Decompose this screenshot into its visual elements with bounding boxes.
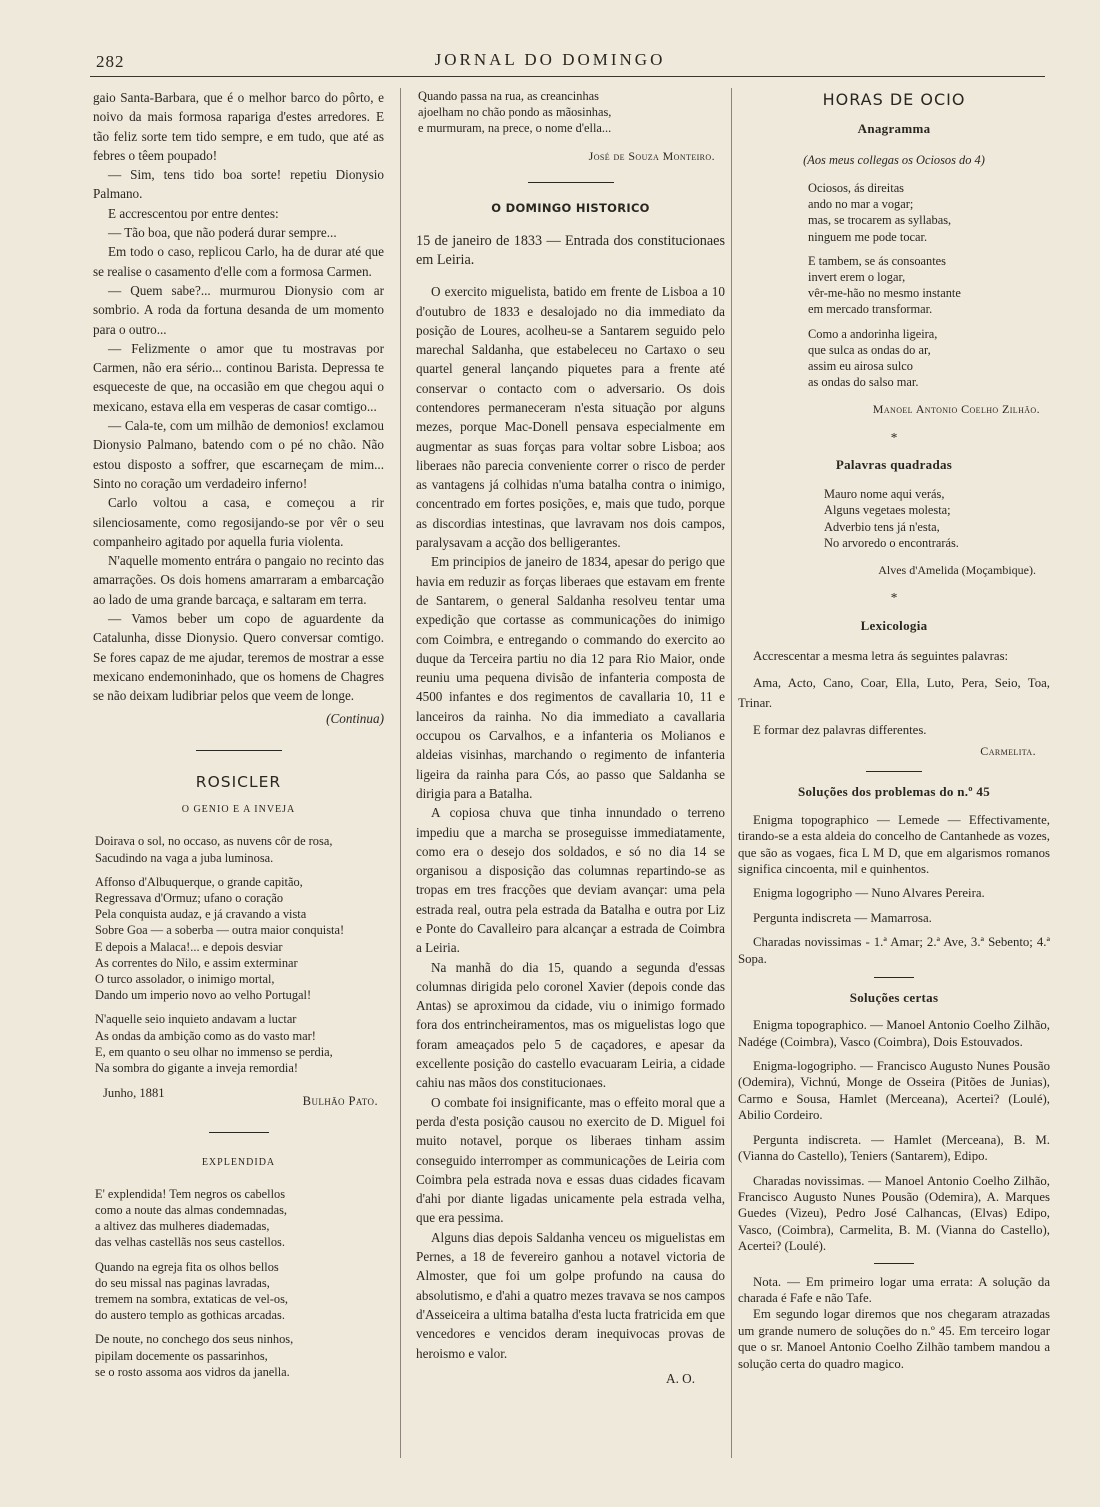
verse-line: a altivez das mulheres diademadas,	[95, 1219, 270, 1234]
verse-line: ninguem me pode tocar.	[808, 229, 928, 244]
column-divider	[731, 88, 732, 1458]
verse-line: Sobre Goa — a soberba — outra maior conquista!	[95, 923, 345, 938]
poem-author: Bulhão Pato.	[302, 1094, 378, 1109]
verse-line: como a noute das almas condemnadas,	[95, 1203, 287, 1218]
puzzle-author: Carmelita.	[980, 744, 1036, 759]
poem-continuation	[418, 88, 725, 137]
verse-line: tremem na sombra, extaticas de vel-os,	[95, 1292, 289, 1307]
poem-title: ROSICLER	[195, 772, 282, 791]
verse-line: pipilam docemente os passarinhos,	[95, 1348, 268, 1363]
story-paragraph: — Felizmente o amor que tu mostravas por Carmen, não era sério... continou Barista. Depressa te esqueceste de que, na occasião em que chegou aqui o mexicano, estava ella em vesperas de casar comtigo...	[93, 340, 384, 414]
separator-star: *	[890, 429, 898, 445]
verse-line: invert erem o logar,	[808, 269, 906, 284]
article-paragraph: Em principios de janeiro de 1834, apesar do perigo que havia em reduzir as forças liberaes que estavam em frente de Santarem, o general Saldanha resolveu tentar uma expedição que cortasse as communicações do inimigo com Coimbra, e entregando o commando do exercito ao duque da Terceira partiu no dia 12 para Rio Maior, onde reuniu uma pequena divisão de infanteria composta de 4500 infantes e dos regimentos de cavallaria 10, 11 e lanceiros da rainha. No dia immediato a cavallaria occupou os Carvalhos, e a infanteria os Molianos e aldeias visinhas, marchando o regimento de infanteria ligeira da rainha para Cós, ao passo que Saldanha se dirigia para a Batalha.	[416, 554, 725, 801]
puzzle-verse	[824, 486, 1050, 551]
verse-line: Regressava d'Ormuz; ufano o coração	[95, 891, 284, 905]
separator-star: *	[890, 590, 898, 606]
verse-line: mas, se trocarem as syllabas,	[808, 213, 952, 228]
verse-line: De noute, no conchego dos seus ninhos,	[95, 1332, 294, 1347]
column-3	[738, 88, 1050, 1380]
verse-line: Quando na egreja fita os olhos bellos	[95, 1259, 279, 1274]
masthead-title: JORNAL DO DOMINGO	[434, 50, 666, 69]
story-paragraph: — Sim, tens tido boa sorte! repetiu Dionysio Palmano.	[93, 167, 384, 202]
verse-line: No arvoredo o encontrarás.	[824, 535, 959, 550]
solutions-title: Soluções dos problemas do n.º 45	[797, 784, 991, 800]
puzzle-text: Accrescentar a mesma letra ás seguintes palavras:	[753, 648, 1009, 663]
verse-line: em mercado transformar.	[808, 302, 933, 317]
story-paragraph: Carlo voltou a casa, e começou a rir silenciosamente, como regosijando-se por vêr o seu companheiro agitado por aquella furia violenta.	[93, 495, 384, 549]
article-paragraph: A copiosa chuva que tinha innundado o terreno impediu que a marcha se proseguisse immediatamente, como era o desejo dos soldados, e só no dia 14 se organisou a disposição das columnas repartindo-se as tropas em tres fracções que deviam avançar: uma pela estrada real, outra pela estrada da Batalha e outra por Liz e Ponte do Cavalleiro para alcançar a estrada de Coimbra a Leiria.	[416, 805, 725, 956]
verse-line: Adverbio tens já n'esta,	[824, 519, 940, 534]
note-paragraph: Em segundo logar diremos que nos chegaram atrazadas um grande numero de soluções do n.º 45. Em terceiro logar que o sr. Manoel Antonio Coelho Zilhão tambem mandou a solução certa do quadro magico.	[738, 1307, 1050, 1371]
verse-line: e murmuram, na prece, o nome d'ella...	[418, 121, 612, 136]
solution-item: Enigma logogripho — Nuno Alvares Pereira.	[753, 886, 985, 901]
verse-line: do seu missal nas paginas lavradas,	[95, 1275, 270, 1290]
puzzle-author: Manoel Antonio Coelho Zilhão.	[872, 402, 1040, 417]
article-paragraph: Na manhã do dia 15, quando a segunda d'essas columnas dirigida pelo coronel Xavier (depois conde das Antas) se aproximou da cidade, viu o inimigo formado fora dos entrincheiramentos, mas os miguelistas logo que foram ameaçados pelo 5 de caçadores, e apesar da excellente posição do castello evacuaram Leiria, a cidade cahiu nas mãos dos constitucionaes.	[416, 959, 725, 1091]
page-number: 282	[96, 52, 125, 71]
column-divider	[400, 88, 401, 1458]
section-title: HORAS DE OCIO	[822, 90, 966, 109]
puzzle-title: Lexicologia	[860, 617, 928, 633]
verse-line: as ondas do salso mar.	[808, 375, 919, 390]
verse-line: As ondas da ambição como as do vasto mar!	[95, 1028, 316, 1043]
verse-line: ajoelham no chão pondo as mãosinhas,	[418, 105, 612, 120]
puzzle-author: Alves d'Amelida (Moçambique).	[878, 563, 1036, 578]
poem-author: José de Souza Monteiro.	[588, 148, 715, 163]
section-rule	[209, 1132, 269, 1133]
poem-subtitle: O GENIO E A INVEJA	[181, 804, 296, 816]
continua-note: (Continua)	[326, 710, 384, 726]
verse-line: As correntes do Nilo, e assim exterminar	[95, 955, 298, 970]
article-paragraph: O combate foi insignificante, mas o effeito moral que a perda d'esta posição causou no exercito de D. Miguel foi muito notavel, porque os liberaes tinham assim conseguido interromper as communicações de Leiria com Coimbra pela estrada nova e essas duas cidades ficavam d'ahi por diante ligadas unicamente pela estrada velha, que era pessima.	[416, 1094, 725, 1226]
verse-line: E tambem, se ás consoantes	[808, 253, 946, 268]
puzzle-text: Ama, Acto, Cano, Coar, Ella, Luto, Pera, Seio, Toa, Trinar.	[738, 676, 1050, 710]
verse-line: Dando um imperio novo ao velho Portugal!	[95, 988, 312, 1003]
verse-line: que sulca as ondas do ar,	[808, 342, 931, 357]
solution-item: Charadas novissimas. — Manoel Antonio Coelho Zilhão, Francisco Augusto Nunes Pousão (Odemira), A. Marques Guedes (Vizeu), Pedro José Calhancas, (Elvas) Edipo, Vasco, (Coimbra), Carmelita, B. M. (Vianna do Castello), Acertei? (Loulé).	[738, 1173, 1050, 1254]
verse-line: Ociosos, ás direitas	[808, 180, 905, 195]
verse-line: vêr-me-hão no mesmo instante	[808, 286, 961, 301]
story-paragraph: gaio Santa-Barbara, que é o melhor barco do pôrto, e noivo da mais formosa rapariga d'estes arredores. E tão feliz sorte tem tido sempre, e em tudo, que até as febres o têem poupado!	[93, 90, 384, 163]
verse-line: Pela conquista audaz, e já cravando a vista	[95, 907, 307, 922]
verse-line: Alguns vegetaes molesta;	[824, 503, 951, 518]
note-paragraph: Nota. — Em primeiro logar uma errata: A solução da charada é Fafe e não Tafe.	[738, 1274, 1050, 1305]
section-title: O DOMINGO HISTORICO	[491, 200, 650, 215]
solution-item: Enigma topographico. — Manoel Antonio Coelho Zilhão, Nadége (Coimbra), Vasco (Coimbra), Dois Estouvados.	[738, 1018, 1050, 1049]
article-signature: A. O.	[666, 1370, 695, 1386]
header-rule	[90, 76, 1045, 77]
article-paragraph: Alguns dias depois Saldanha venceu os miguelistas em Pernes, a 18 de fevereiro ganhou a notavel victoria de Almoster, que foi um golpe profundo na causa do absolutismo, e d'ahi a quatro mezes travava se nos campos d'Asseiceira a ultima batalha d'esta lucta fratricida em que vencedores e vencidos deram inequivocas provas de heroismo e valor.	[416, 1229, 725, 1361]
verse-line: Como a andorinha ligeira,	[808, 326, 938, 341]
story-paragraph: — Tão boa, que não poderá durar sempre...	[108, 225, 337, 241]
verse-line: Na sombra do gigante a inveja remordia!	[95, 1061, 298, 1076]
verse-line: Quando passa na rua, as creancinhas	[418, 89, 599, 103]
verse-line: E' explendida! Tem negros os cabellos	[95, 1186, 286, 1201]
section-rule	[874, 1263, 914, 1264]
article-paragraph: O exercito miguelista, batido em frente de Lisboa a 10 d'outubro de 1833 e desalojado no dia immediato da posição de Loures, acolheu-se a Santarem seguido pelo marechal Saldanha, que estabeleceu no Cartaxo o seu quartel general lançando piquetes para a frente até conservar o contacto com o adversario. Os dois contendores permaneceram n'esta situação por alguns mezes, porque Mac-Donell pensava especialmente em augmentar as suas forças para voltar sobre Lisboa; aos liberaes não parecia conveniente correr o risco de perder as vantagens já colhidas n'uma batalha contra o inimigo, concentrado em fortes posições, e, mais que tudo, porque as discordias intestinas, que lavravam nos dois campos, paralysavam a acção dos belligerantes.	[416, 284, 725, 551]
verse-line: assim eu airosa sulco	[808, 358, 913, 373]
column-2	[416, 88, 725, 1388]
solutions-title: Soluções certas	[849, 989, 939, 1005]
puzzle-dedication: (Aos meus collegas os Ociosos do 4)	[803, 152, 985, 167]
poem-body	[95, 833, 384, 1076]
section-rule	[874, 977, 914, 978]
puzzle-title: Palavras quadradas	[835, 456, 953, 472]
verse-line: E, em quanto o seu olhar no immenso se perdia,	[95, 1044, 333, 1059]
poem-title: EXPLENDIDA	[201, 1156, 276, 1168]
verse-line: O turco assolador, o inimigo mortal,	[95, 972, 275, 987]
verse-line: Doirava o sol, no occaso, as nuvens côr de rosa,	[95, 834, 333, 849]
story-paragraph: E accrescentou por entre dentes:	[108, 205, 279, 221]
verse-line: E depois a Malaca!... e depois desviar	[95, 939, 283, 954]
story-paragraph: — Vamos beber um copo de aguardente da Catalunha, disse Dionysio. Quero conversar comtigo. Se fores capaz de me ajudar, teremos de mostrar a esse mexicano endemoninhado, que os homens de Chagres se não deixam ludibriar pelos que veem de longe.	[93, 611, 384, 704]
verse-line: Sacudindo na vaga a juba luminosa.	[95, 850, 274, 865]
article-headline: 15 de janeiro de 1833 — Entrada dos constitucionaes em Leiria.	[416, 233, 725, 269]
puzzle-title: Anagramma	[857, 121, 931, 137]
solution-item: Pergunta indiscreta. — Hamlet (Merceana), B. M. (Vianna do Castello), Teniers (Santarem), Edipo.	[738, 1132, 1050, 1164]
section-rule	[528, 182, 614, 183]
solution-item: Enigma topographico — Lemede — Effectivamente, tirando-se a esta aldeia do concelho de Cantanhede as vozes, que são as vogaes, fica L M D, que em algarismos romanos significa cincoenta, mil e quinhentos.	[738, 812, 1050, 876]
story-paragraph: — Cala-te, com um milhão de demonios! exclamou Dionysio Palmano, batendo com o pé no chão. Não estou disposto a soffrer, que escarneçam de mim... Sinto no coração um verdadeiro inferno!	[93, 418, 384, 491]
story-paragraph: Em todo o caso, replicou Carlo, ha de durar até que se realise o casamento d'elle com a formosa Carmen.	[93, 244, 384, 279]
puzzle-text: E formar dez palavras differentes.	[753, 722, 927, 737]
verse-line: Affonso d'Albuquerque, o grande capitão,	[95, 874, 303, 889]
story-paragraph: — Quem sabe?... murmurou Dionysio com ar sombrio. A roda da fortuna desanda de um momento para o outro...	[93, 282, 384, 337]
verse-line: do austero templo as gothicas arcadas.	[95, 1308, 285, 1323]
story-paragraph: N'aquelle momento entrára o pangaio no recinto das amarrações. Os dois homens amarraram a embarcação ao lado de uma grande barcaça, e saltaram em terra.	[93, 553, 384, 607]
poem-body	[95, 1186, 384, 1380]
puzzle-verse	[808, 180, 1050, 390]
section-rule	[196, 750, 282, 751]
poem-footer	[103, 1084, 378, 1111]
section-rule	[866, 771, 922, 772]
verse-line: Mauro nome aqui verás,	[824, 487, 945, 502]
solution-item: Enigma-logogripho. — Francisco Augusto Nunes Pousão (Odemira), Vichnú, Monge de Osseira (Pitões de Junias), Carmo e Sousa, Hamlet (Merceana), Acertei? (Loulé), Abilio Cordeiro.	[738, 1059, 1050, 1123]
verse-line: se o rosto assoma aos vidros da janella.	[95, 1364, 290, 1379]
solution-item: Charadas novissimas - 1.ª Amar; 2.ª Ave, 3.ª Sebento; 4.ª Sopa.	[738, 935, 1050, 966]
solution-item: Pergunta indiscreta — Mamarrosa.	[753, 910, 932, 925]
column-1	[93, 88, 384, 1388]
verse-line: das velhas castellãs nos seus castellos.	[95, 1235, 285, 1250]
poem-date: Junho, 1881	[103, 1086, 165, 1101]
verse-line: N'aquelle seio inquieto andavam a luctar	[95, 1012, 297, 1027]
verse-line: ando no mar a vogar;	[808, 197, 914, 212]
